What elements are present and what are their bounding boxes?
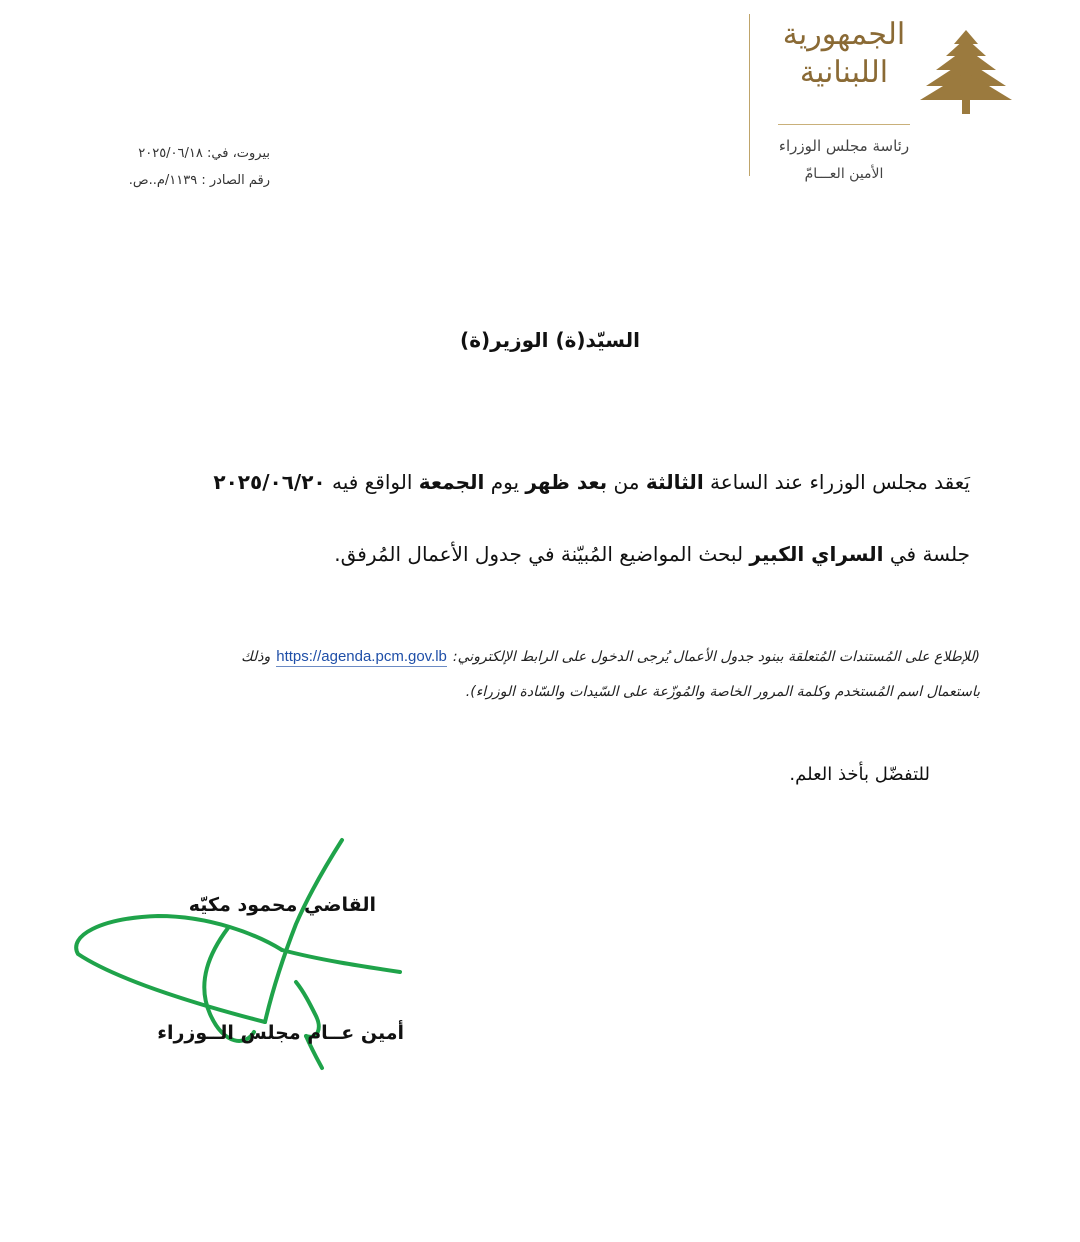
body-emphasis: بعد ظهر [525, 470, 608, 494]
body-text: لبحث المواضيع المُبيّنة في جدول الأعمال المُرفق. [334, 542, 750, 566]
signer-name: القاضي محمود مكيّه [188, 894, 376, 916]
body-text: جلسة في [883, 542, 970, 566]
agenda-link[interactable]: https://agenda.pcm.gov.lb [276, 648, 447, 665]
note-text: وذلك [241, 649, 271, 665]
body-text: من [607, 470, 646, 494]
body-emphasis: الجمعة [418, 470, 485, 494]
reference-number: رقم الصادر : ١١٣٩/م..ص. [128, 173, 270, 188]
presidency-label: رئاسة مجلس الوزراء [778, 137, 910, 155]
note-text: (للإطلاع على المُستندات المُتعلقة ببنود جدول الأعمال يُرجى الدخول على الرابط الإلكتروني: [452, 649, 980, 665]
body-text: يَعقد مجلس الوزراء عند الساعة [703, 470, 970, 494]
closing-line: للتفضّل بأخذ العلم. [789, 764, 930, 785]
body-text: الواقع فيه [325, 470, 419, 494]
addressee: السيّد(ة) الوزير(ة) [460, 328, 640, 352]
body-line-2 [120, 542, 970, 566]
body-emphasis: الثالثة [645, 470, 704, 494]
body-line-1 [120, 470, 970, 494]
meeting-venue: السراي الكبير [749, 542, 884, 566]
place-date: بيروت، في: ٢٠٢٥/٠٦/١٨ [138, 146, 270, 161]
note-line-2: باستعمال اسم المُستخدم وكلمة المرور الخاصة والمُوزّعة على السّيدات والسّادة الوزراء). [465, 684, 980, 700]
republic-line-1: الجمهورية [782, 17, 906, 52]
body-text: يوم [484, 470, 526, 494]
letterhead-rule [778, 124, 910, 125]
republic-name [770, 16, 918, 92]
cedar-tree-icon [918, 28, 1014, 116]
republic-line-2: اللبنانية [799, 55, 889, 90]
signer-title: أمين عــام مجلس الــوزراء [157, 1022, 404, 1044]
note-line-1 [120, 648, 980, 665]
letterhead-divider [749, 14, 750, 176]
meeting-date: ٢٠٢٥/٠٦/٢٠ [213, 470, 326, 494]
secretary-general-label: الأمين العـــامّ [804, 166, 884, 182]
